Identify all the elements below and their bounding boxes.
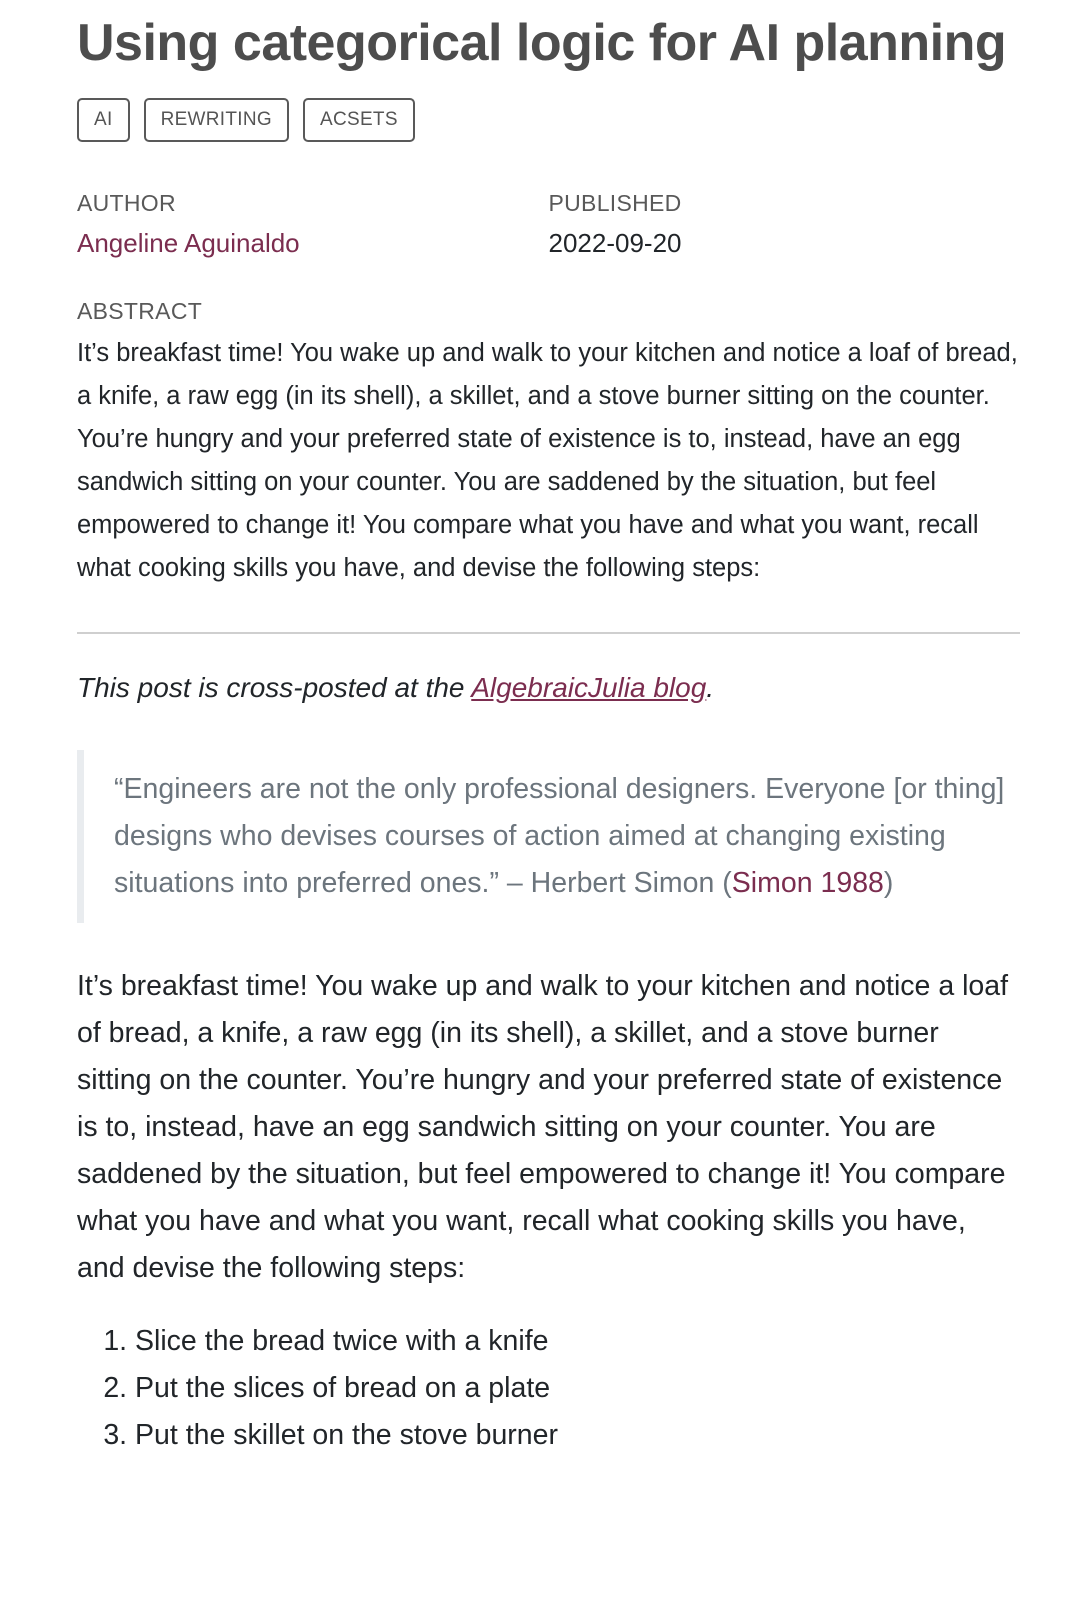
tag-acsets[interactable]: ACSETS <box>303 98 415 142</box>
body-paragraph: It’s breakfast time! You wake up and walk to your kitchen and notice a loaf of bread, a knife, a raw egg (in its shell), a skillet, and a stove burner sitting on the counter. You’re hungry and your preferred state of existence is to, instead, have an egg sandwich sitting on your counter. You are saddened by the situation, but feel empowered to change it! You compare what you have and what you want, recall what cooking skills you have, and devise the following steps: <box>77 970 1009 1284</box>
published-date: 2022-09-20 <box>548 228 682 258</box>
citation-link[interactable]: Simon 1988 <box>731 867 884 899</box>
tag-rewriting[interactable]: REWRITING <box>144 98 289 142</box>
step-item: 1. Slice the bread twice with a knife <box>135 1318 1020 1365</box>
crosspost-suffix: . <box>706 672 715 703</box>
crosspost-note <box>77 668 1020 708</box>
divider <box>77 632 1020 634</box>
algebraicjulia-blog-link[interactable]: AlgebraicJulia blog <box>471 672 707 703</box>
quote-text: “Engineers are not the only professional designers. Everyone [or thing] designs who devises courses of action aimed at changing existing situations into preferred ones.” – Herbert Simon ( <box>114 773 1005 899</box>
simon-quote <box>77 750 1020 923</box>
published-block <box>549 188 1021 260</box>
tag-ai[interactable]: AI <box>77 98 130 142</box>
tag-list <box>77 98 1020 142</box>
crosspost-prefix: This post is cross-posted at the <box>77 672 472 703</box>
abstract-text: It’s breakfast time! You wake up and walk to your kitchen and notice a loaf of bread, a knife, a raw egg (in its shell), a skillet, and a stove burner sitting on the counter. You’re hungry and your preferred state of existence is to, instead, have an egg sandwich sitting on your counter. You are saddened by the situation, but feel empowered to change it! You compare what you have and what you want, recall what cooking skills you have, and devise the following steps: <box>77 339 1018 582</box>
author-label: AUTHOR <box>77 190 176 216</box>
published-label: PUBLISHED <box>548 190 682 216</box>
step-item: 3. Put the skillet on the stove burner <box>135 1412 1020 1459</box>
step-item: 2. Put the slices of bread on a plate <box>135 1365 1020 1412</box>
author-block <box>77 188 549 260</box>
author-name-link[interactable]: Angeline Aguinaldo <box>77 228 300 258</box>
page-title: Using categorical logic for AI planning <box>77 14 1007 72</box>
abstract-label: ABSTRACT <box>77 298 203 324</box>
quote-closing: ) <box>883 867 894 899</box>
post-meta <box>77 188 1020 260</box>
steps-list <box>77 1318 1020 1459</box>
